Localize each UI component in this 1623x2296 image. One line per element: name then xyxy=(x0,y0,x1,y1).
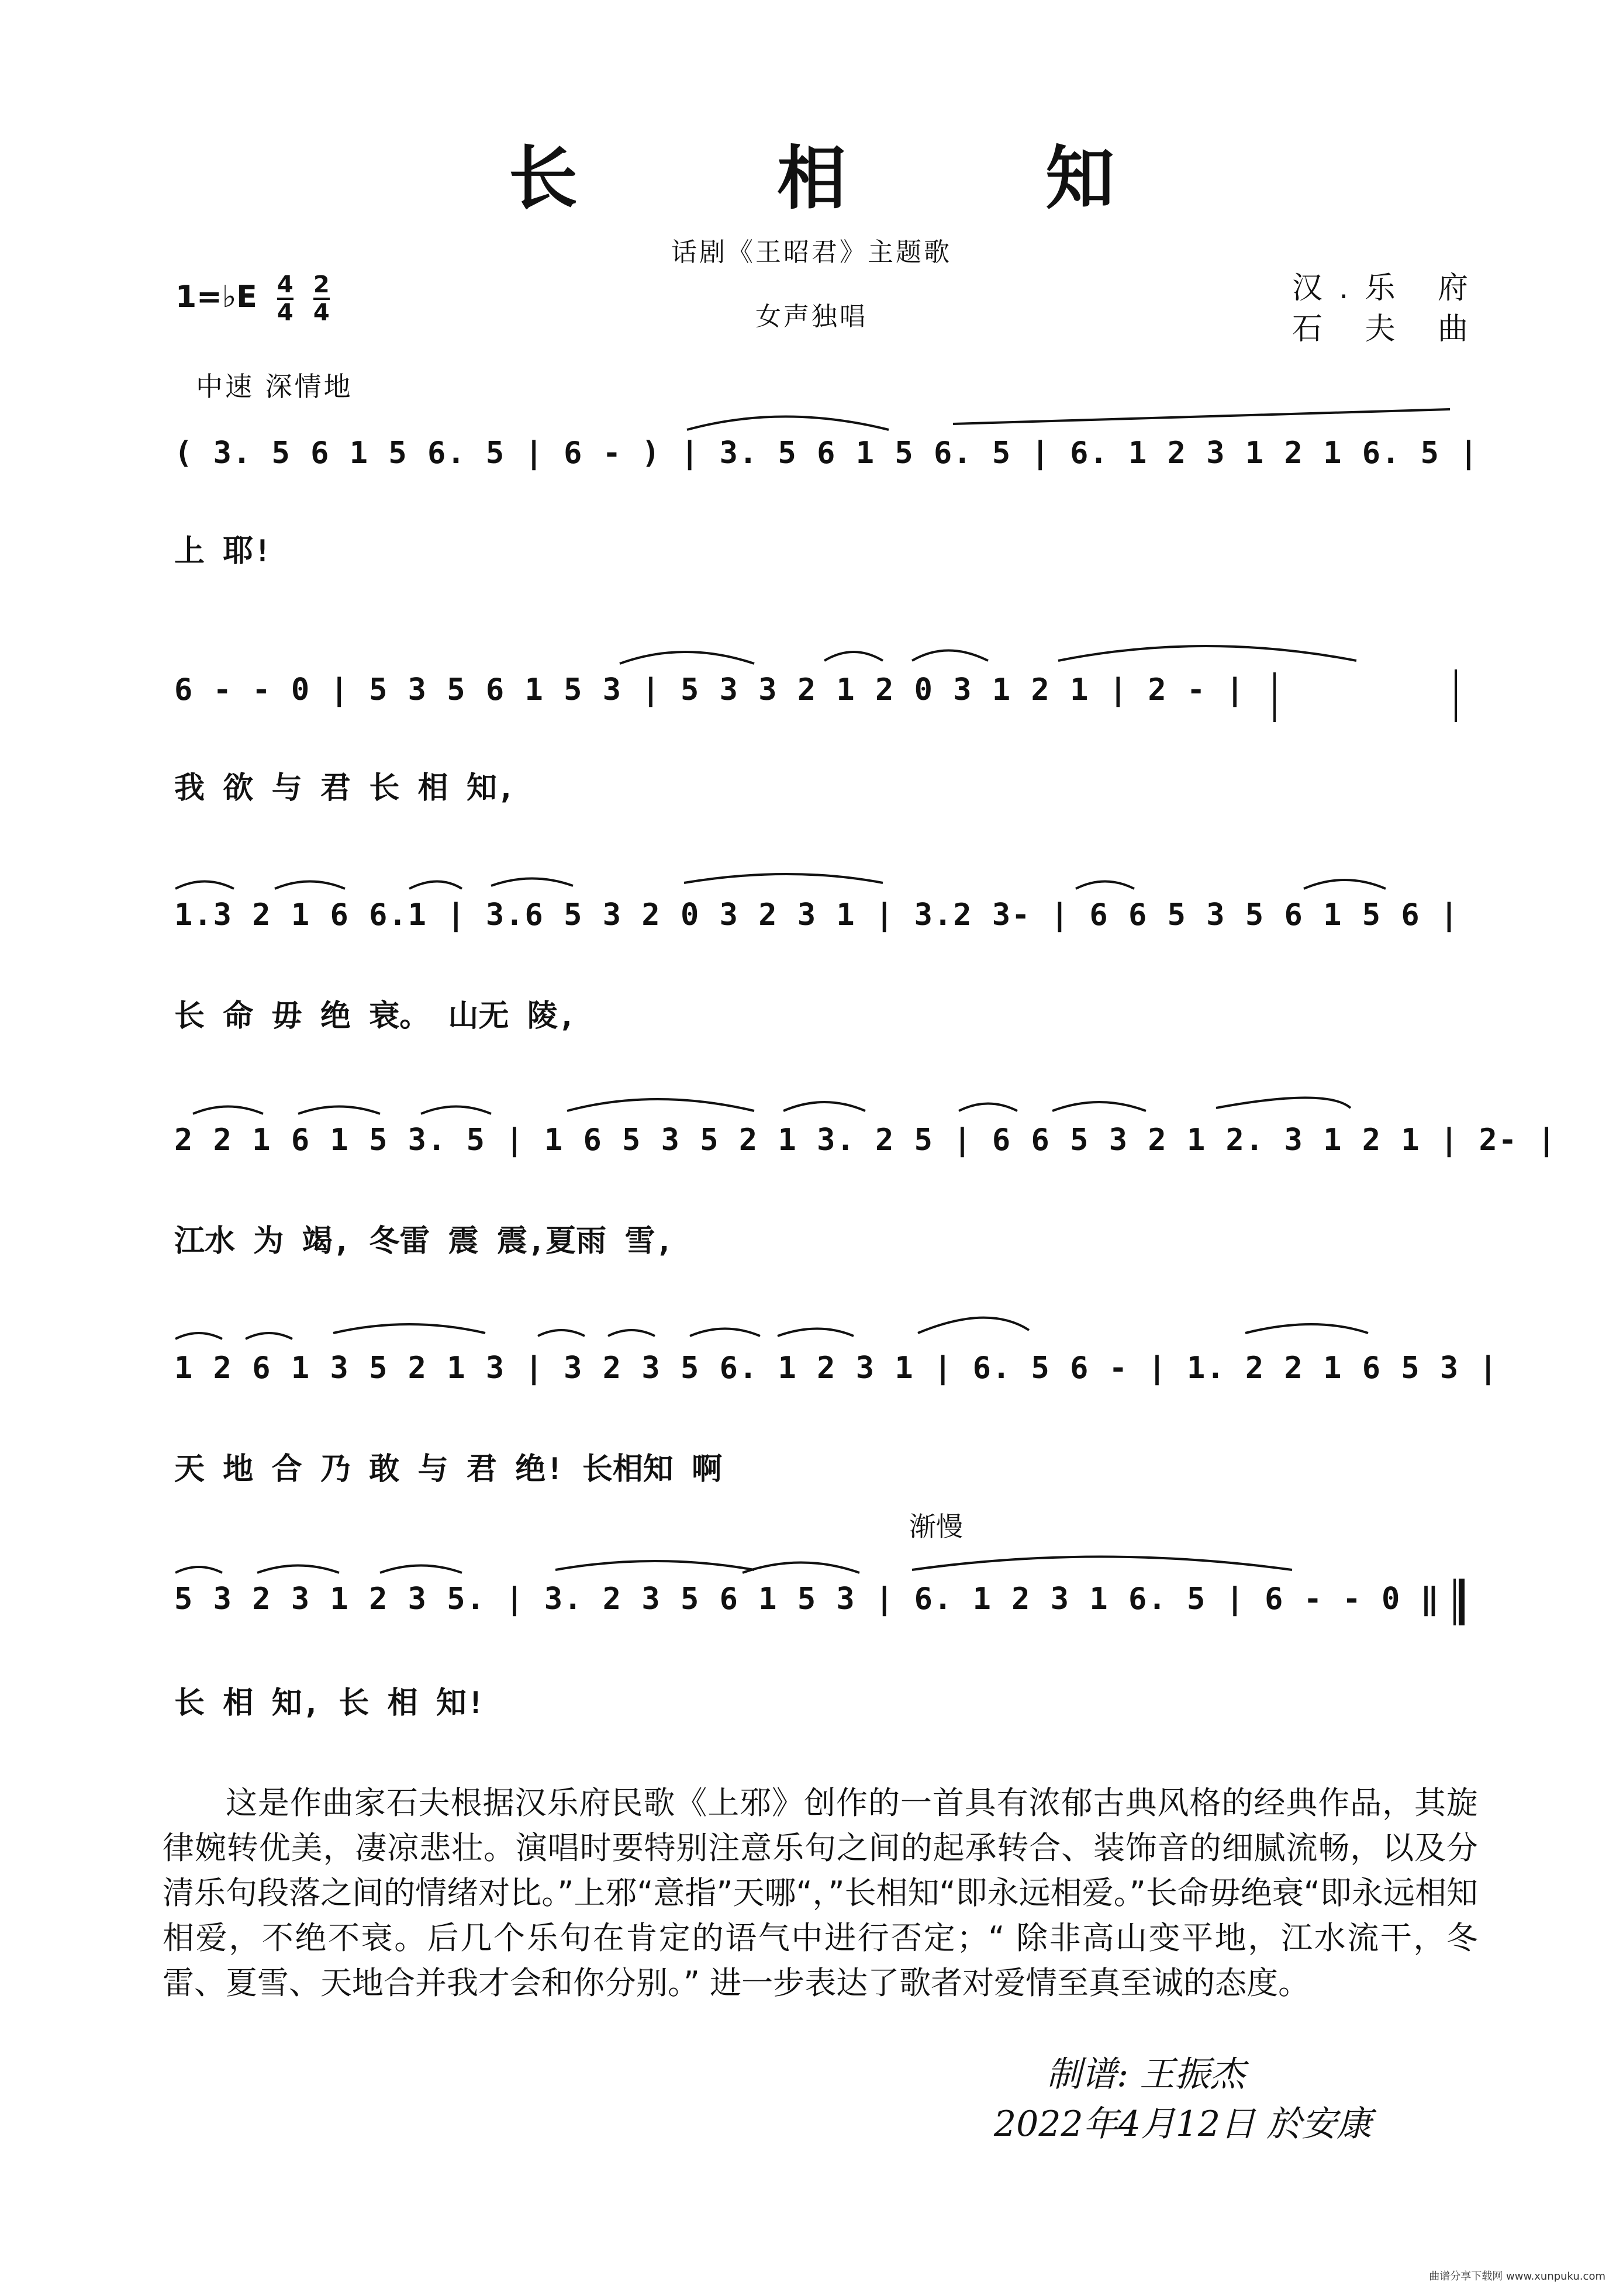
song-subtitle: 话剧《王昭君》主题歌 xyxy=(671,237,952,267)
signature-date: 2022年4月12日 於安康 xyxy=(994,2104,1372,2145)
voice-type: 女声独唱 xyxy=(755,302,868,332)
score-line-4: 2 2 1 6 1 5 3. 5 | 1 6 5 3 5 2 1 3. 2 5 | 6 6 5 3 2 1 2. 3 1 2 1 | 2- | xyxy=(174,1123,1557,1158)
score-line-6: 5 3 2 3 1 2 3 5. | 3. 2 3 5 6 1 5 3 | 6. 1 2 3 1 6. 5 | 6 - - 0 ‖ xyxy=(174,1582,1440,1617)
lyrics-line-2: 我 欲 与 君 长 相 知, xyxy=(174,771,516,806)
site-watermark: 曲谱分享下载网 www.xunpuku.com xyxy=(1429,2270,1605,2283)
lyrics-line-1: 上 耶! xyxy=(174,534,272,569)
score-line-1: ( 3. 5 6 1 5 6. 5 | 6 - ) | 3. 5 6 1 5 6. 5 | 6. 1 2 3 1 2 1 6. 5 | xyxy=(174,436,1479,471)
lyrics-line-4: 江水 为 竭, 冬雷 震 震,夏雨 雪, xyxy=(174,1224,674,1259)
key-signature: 1=♭E xyxy=(175,279,257,315)
score-line-2: 6 - - 0 | 5 3 5 6 1 5 3 | 5 3 3 2 1 2 0 3 1 2 1 | 2 - | xyxy=(174,672,1245,707)
song-description: 这是作曲家石夫根据汉乐府民歌《上邪》创作的一首具有浓郁古典风格的经典作品，其旋律婉转优美，凄凉悲壮。演唱时要特别注意乐句之间的起承转合、装饰音的细腻流畅，以及分清乐句段落之间的情绪对比。”上邪“意指”天哪“，”长相知“即永远相爱。”长命毋绝衰“即永远相知相爱，不绝不衰。后几个乐句在肯定的语气中进行否定；“ 除非高山变平地，江水流干，冬雷、夏雪、天地合并我才会和你分别。” 进一步表达了歌者对爱情至真至诚的态度。 xyxy=(163,1784,1478,2001)
tempo-marking: 中速 深情地 xyxy=(196,371,353,402)
lyricist-credit: 汉.乐 府 xyxy=(1292,271,1485,306)
score-line-3: 1.3 2 1 6 6.1 | 3.6 5 3 2 0 3 2 3 1 | 3.2 3- | 6 6 5 3 5 6 1 5 6 | xyxy=(174,897,1460,933)
tempo-change-marking: 渐慢 xyxy=(909,1511,963,1542)
composer-credit: 石 夫 曲 xyxy=(1292,312,1485,347)
song-title: 长 相 知 xyxy=(508,137,1203,219)
lyrics-line-5: 天 地 合 乃 敢 与 君 绝! 长相知 啊 xyxy=(174,1452,723,1487)
time-signature-1: $\frac{4}{4}$ xyxy=(277,271,293,326)
arranger-signature: 制谱: 王振杰 xyxy=(1047,2054,1245,2095)
lyrics-line-6: 长 相 知, 长 相 知! xyxy=(174,1686,485,1721)
time-signature-2: $\frac{2}{4}$ xyxy=(313,271,330,326)
lyrics-line-3: 长 命 毋 绝 衰。 山无 陵, xyxy=(174,999,576,1034)
score-line-5: 1 2 6 1 3 5 2 1 3 | 3 2 3 5 6. 1 2 3 1 | 6. 5 6 - | 1. 2 2 1 6 5 3 | xyxy=(174,1351,1498,1386)
